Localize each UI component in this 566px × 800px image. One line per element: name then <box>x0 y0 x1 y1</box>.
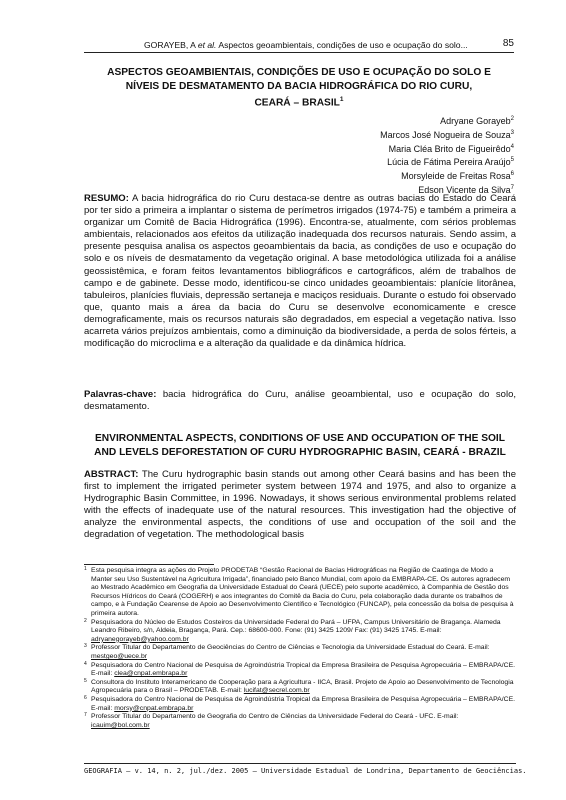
footnote-number: 7 <box>84 712 87 719</box>
footnote-number: 4 <box>84 660 87 667</box>
running-title-rest: Aspectos geoambientais, condições de uso e ocupação do solo... <box>216 40 468 50</box>
footnote-text: Pesquisadora do Centro Nacional de Pesquisa de Agroindústria Tropical da Empresa Brasileira de Pesquisa Agropecuária – EMBRAPA/CE. E-mail: <box>91 661 516 678</box>
footnote <box>84 696 516 713</box>
author-note: 6 <box>510 171 514 178</box>
author <box>380 169 514 183</box>
running-title-etal: et al. <box>197 40 217 50</box>
email-link[interactable]: mestgeo@uece.br <box>91 652 148 660</box>
footnote-text: Pesquisadora do Núcleo de Estudos Costeiros da Universidade Federal do Pará – UFPA, Campus Universitário de Bragança. Alameda Leandro Ribeiro, s/n, Aldeia, Bragança, Pará. Cep.: 68600-000. Fone: (91) 3425 1209/ Fax: (91) 3425 1745. E-mail: <box>91 618 501 635</box>
title-en-line-1: ENVIRONMENTAL ASPECTS, CONDITIONS OF USE AND OCCUPATION OF THE SOIL <box>95 433 505 444</box>
footnote-text: Esta pesquisa integra as ações do Projeto PRODETAB “Gestão Racional de Bacias Hidrográficas na Região de Caatinga de Modo a Manter seu Uso Sustentável na Agricultura Irrigada”, financiado pelo Banco Mundial, com apoio da EMBRAPA-CE. Os autores agradecem ao Mestrado Acadêmico em Geografia da Universidade Estadual do Ceará (UECE) pelo suporte acadêmico, à Companhia de Gestão dos Recursos Hídricos do Ceará (COGERH) e aos integrantes do Comitê da Bacia do Curu, pela colaboração dada durante os trabalhos de campo, e à Fundação Cearense de Apoio ao Desenvolvimento Científico e Tecnológico (FUNCAP), pela concessão da bolsa de pesquisa à primeira autora. <box>91 567 514 617</box>
author-note: 7 <box>510 184 514 191</box>
footnote <box>84 713 516 730</box>
title-line-1: ASPECTOS GEOAMBIENTAIS, CONDIÇÕES DE USO E OCUPAÇÃO DO SOLO E <box>107 67 491 78</box>
author-note: 4 <box>510 143 514 150</box>
title-en-line-2: AND LEVELS DEFORESTATION OF CURU HYDROGRAPHIC BASIN, CEARÁ - BRAZIL <box>94 446 506 458</box>
footnote-text: Professor Titular do Departamento de Geografia do Centro de Ciências da Universidade Federal do Ceará - UFC. E-mail: <box>91 713 459 721</box>
footnote <box>84 567 516 619</box>
footnote <box>84 644 516 661</box>
running-title <box>144 40 468 50</box>
abstract-label: ABSTRACT: <box>84 469 139 480</box>
abstract-text: The Curu hydrographic basin stands out among other Ceará basins and has been the first to implement the irrigated perimeter system between 1974 and 1975, and also to organize a Hydrographic Basin Committee, in 1996. Nowadays, it shows serious environmental problems related with the effects of inadequate use of the natural resources. This investigation had the objective of analyze the environmental aspects, the conditions of use and occupation of the soil and the degradation of vegetation. The methodological basis <box>84 469 516 541</box>
author-note: 3 <box>510 129 514 136</box>
running-header <box>84 36 514 53</box>
author <box>380 114 514 128</box>
footnote-number: 6 <box>84 694 87 701</box>
running-title-author: GORAYEB, A <box>144 40 198 50</box>
abstract-paragraph <box>84 469 516 542</box>
footnote-number: 2 <box>84 617 87 624</box>
footnotes <box>84 567 516 730</box>
title-line-2: NÍVEIS DE DESMATAMENTO DA BACIA HIDROGRÁFICA DO RIO CURU, <box>125 80 473 92</box>
footnote <box>84 662 516 679</box>
footnote-number: 3 <box>84 643 87 650</box>
footnote-text: Consultora do Instituto Interamericano de Cooperação para a Agricultura - IICA, Brasil. Projeto de Apoio ao Desenvolvimento de Tecnologia Agropecuária para o Brasil – PRODETAB. E-mail: <box>91 678 514 695</box>
email-link[interactable]: clea@cnpat.embrapa.br <box>114 670 188 678</box>
footnote-text: Pesquisadora do Centro Nacional de Pesquisa de Agroindústria Tropical da Empresa Brasileira de Pesquisa Agropecuária – EMBRAPA/CE. E-mail: <box>91 695 516 712</box>
author-name: Edson Vicente da Silva <box>418 184 511 195</box>
email-link[interactable]: icauim@bol.com.br <box>91 721 150 729</box>
author-name: Maria Cléa Brito de Figueirêdo <box>388 143 511 154</box>
footnote <box>84 679 516 696</box>
title-english <box>84 432 516 459</box>
author <box>380 155 514 169</box>
resumo-text: A bacia hidrográfica do rio Curu destaca-se dentre as outras bacias do Estado do Ceará por ter sido a primeira a implantar o sistema de perímetros irrigados (1974-75) e também a primeira a organizar um Comitê de Bacia Hidrográfica (1996). Encontra-se, atualmente, com sérios problemas ambientais, relacionados aos efeitos da utilização inadequada dos recursos naturais. Sendo assim, a presente pesquisa analisa os aspectos geoambientais da bacia, as condições de uso e ocupação do solo e os níveis de desmatamento da vegetação original. A base metodológica utilizada foi a análise geossistêmica, e foram feitos levantamentos bibliográficos e cartográficos, além de trabalhos de campo e de gabinete. Desse modo, identificou-se cinco unidades geoambientais: planície litorânea, tabuleiros, planícies fluviais, depressão sertaneja e maciços residuais. Durante o estudo foi observado que, quanto mais a área da bacia do Curu se desenvolve economicamente e cresce demograficamente, mais os recursos naturais são degradados, em especial a vegetação nativa. Isso acarreta vários prejuízos ambientais, como a diminuição da biodiversidade, a perda de solos férteis, a modificação do microclima e a alteração da qualidade e da dinâmica hídrica. <box>84 193 516 350</box>
keywords-text: bacia hidrográfica do Curu, análise geoambiental, uso e ocupação do solo, desmatamento. <box>84 389 516 413</box>
page-footer: GEOGRAFIA – v. 14, n. 2, jul./dez. 2005 – Universidade Estadual de Londrina, Departamento de Geociências. <box>84 763 516 775</box>
author <box>380 128 514 142</box>
footnote <box>84 619 516 645</box>
email-link[interactable]: morsy@cnpat.embrapa.br <box>114 704 194 712</box>
footnote-number: 5 <box>84 677 87 684</box>
author-name: Lúcia de Fátima Pereira Araújo <box>387 157 511 168</box>
author-name: Marcos José Nogueira de Souza <box>380 129 511 140</box>
email-link[interactable]: lucifat@secrel.com.br <box>243 687 310 695</box>
page-number: 85 <box>502 38 514 49</box>
author-note: 5 <box>510 157 514 164</box>
author-name: Adryane Gorayeb <box>440 116 511 126</box>
resumo-label: RESUMO: <box>84 193 129 204</box>
title-line-3-text: CEARÁ – BRASIL <box>254 97 340 109</box>
author-note: 2 <box>510 116 514 122</box>
keywords-paragraph <box>84 389 516 413</box>
resumo-paragraph <box>84 193 516 350</box>
footnote-divider <box>84 564 214 565</box>
title-footnote-mark: 1 <box>339 96 344 103</box>
author-name: Morsyleide de Freitas Rosa <box>401 171 511 182</box>
title-line-3 <box>84 93 514 110</box>
author-list <box>380 114 514 197</box>
email-link[interactable]: adryanegorayeb@yahoo.com.br <box>91 635 189 643</box>
footnote-text: Professor Titular do Departamento de Geociências do Centro de Ciências e Tecnologia da Universidade Estadual do Ceará. E-mail: <box>91 644 490 652</box>
footnote-number: 1 <box>84 566 87 572</box>
title-portuguese <box>84 66 514 110</box>
author <box>380 142 514 156</box>
keywords-label: Palavras-chave: <box>84 389 157 400</box>
